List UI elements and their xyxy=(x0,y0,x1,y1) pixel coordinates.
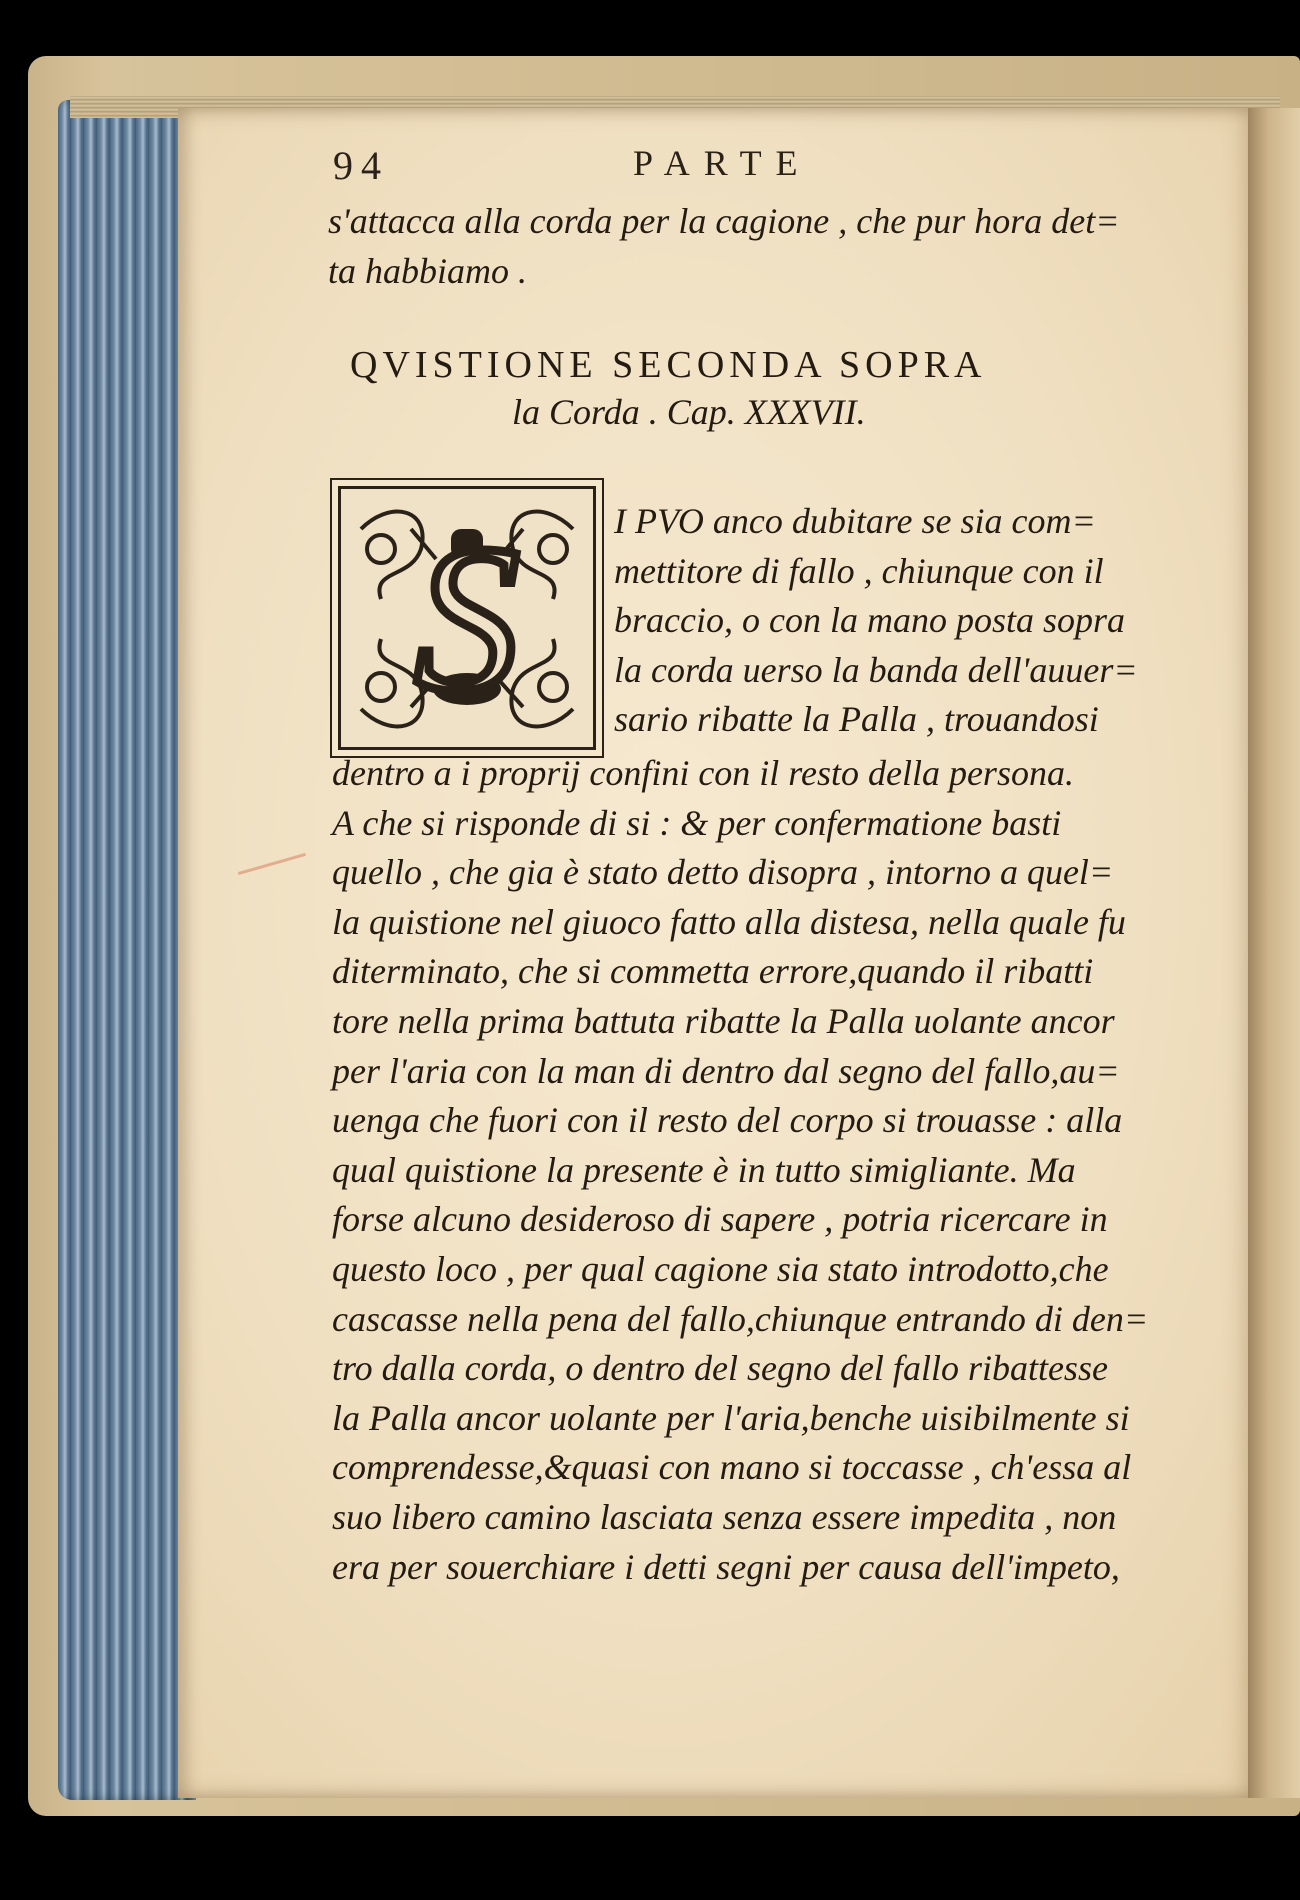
text-line: uenga che fuori con il resto del corpo si trouasse : alla xyxy=(332,1100,1123,1141)
text-line: mettitore di fallo , chiunque con il xyxy=(614,550,1104,591)
text-line: cascasse nella pena del fallo,chiunque entrando di den= xyxy=(332,1298,1149,1339)
svg-text:S: S xyxy=(414,503,520,735)
text-line: questo loco , per qual cagione sia stato introdotto,che xyxy=(332,1248,1109,1289)
running-head xyxy=(333,142,1033,192)
text-line: per l'aria con la man di dentro dal segno del fallo,au= xyxy=(332,1050,1120,1091)
decorated-initial-woodcut xyxy=(338,486,596,750)
side-text-block xyxy=(614,497,1138,745)
text-line: braccio, o con la mano posta sopra xyxy=(614,600,1125,641)
chapter-title-line-2: la Corda . Cap. XXXVII. xyxy=(512,392,866,432)
text-line: sario ribatte la Palla , trouandosi xyxy=(614,699,1099,740)
body-text-block xyxy=(332,749,1148,1592)
text-line: dentro a i proprij confini con il resto della persona. xyxy=(332,753,1074,793)
chapter-heading xyxy=(350,343,1110,433)
text-line: diterminato, che si commetta errore,quando il ribatti xyxy=(332,951,1094,992)
ornament-initial-icon xyxy=(341,489,593,747)
text-line: ta habbiamo . xyxy=(328,250,528,291)
text-line: la corda uerso la banda dell'auuer= xyxy=(614,649,1138,690)
text-line: tro dalla corda, o dentro del segno del fallo ribattesse xyxy=(332,1348,1108,1389)
text-line: suo libero camino lasciata senza essere impedita , non xyxy=(332,1496,1117,1537)
page-number: 94 xyxy=(333,143,389,188)
text-line: s'attacca alla corda per la cagione , che pur hora det= xyxy=(328,201,1120,241)
chapter-title-line-1: QVISTIONE SECONDA SOPRA xyxy=(350,344,987,386)
lead-text xyxy=(328,197,1120,296)
text-line: quello , che gia è stato detto disopra , intorno a quel= xyxy=(332,852,1114,893)
text-line: tore nella prima battuta ribatte la Palla uolante ancor xyxy=(332,1000,1115,1041)
text-line: forse alcuno desideroso di sapere , potria ricercare in xyxy=(332,1199,1108,1240)
page-block-fore-edge xyxy=(58,100,196,1800)
text-line: A che si risponde di si : & per confermatione basti xyxy=(332,802,1062,843)
text-line: era per souerchiare i detti segni per causa dell'impeto, xyxy=(332,1546,1120,1587)
running-title: PARTE xyxy=(633,143,812,183)
page-gutter xyxy=(1248,108,1300,1798)
text-line: qual quistione la presente è in tutto simigliante. Ma xyxy=(332,1149,1076,1190)
text-line: I PVO anco dubitare se sia com= xyxy=(614,501,1096,541)
text-line: comprendesse,&quasi con mano si toccasse , ch'essa al xyxy=(332,1447,1132,1488)
text-line: la Palla ancor uolante per l'aria,benche uisibilmente si xyxy=(332,1397,1130,1438)
text-line: la quistione nel giuoco fatto alla distesa, nella quale fu xyxy=(332,901,1126,942)
